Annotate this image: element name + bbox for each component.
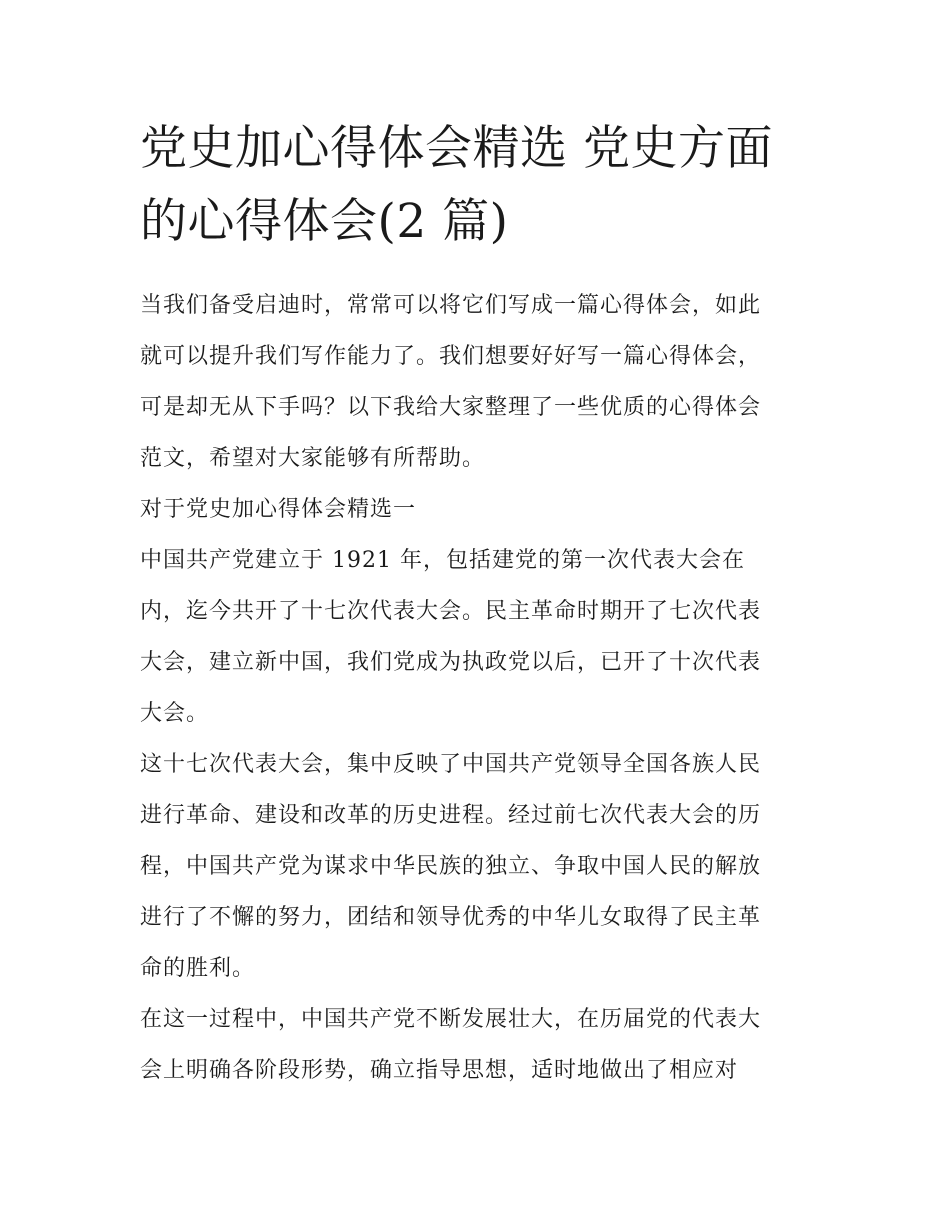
text-line: 进行了不懈的努力，团结和领导优秀的中华儿女取得了民主革	[140, 905, 762, 930]
text-line: 对于党史加心得体会精选一	[140, 497, 417, 522]
body-paragraph	[140, 994, 820, 1096]
title-line: 党史加心得体会精选 党史方面	[140, 121, 773, 176]
body-paragraph	[140, 535, 820, 739]
document-body	[140, 280, 820, 1096]
text-line: 程，中国共产党为谋求中华民族的独立、争取中国人民的解放	[140, 854, 762, 879]
section-heading	[140, 484, 820, 535]
text-line: 会上明确各阶段形势，确立指导思想，适时地做出了相应对	[140, 1058, 739, 1083]
text-line: 可是却无从下手吗？以下我给大家整理了一些优质的心得体会	[140, 395, 762, 420]
text-line: 命的胜利。	[140, 956, 256, 981]
text-line: 这十七次代表大会，集中反映了中国共产党领导全国各族人民	[140, 752, 762, 777]
intro-paragraph	[140, 280, 820, 484]
document-title	[140, 112, 820, 258]
text-line: 内，迄今共开了十七次代表大会。民主革命时期开了七次代表	[140, 599, 762, 624]
text-line: 就可以提升我们写作能力了。我们想要好好写一篇心得体会，	[140, 344, 762, 369]
text-line: 在这一过程中，中国共产党不断发展壮大，在历届党的代表大	[140, 1007, 762, 1032]
text-line: 大会。	[140, 701, 210, 726]
title-line: 的心得体会(2 篇)	[140, 194, 509, 249]
text-line: 中国共产党建立于 1921 年，包括建党的第一次代表大会在	[140, 548, 745, 573]
text-line: 范文，希望对大家能够有所帮助。	[140, 446, 486, 471]
text-line: 进行革命、建设和改革的历史进程。经过前七次代表大会的历	[140, 803, 762, 828]
body-paragraph	[140, 739, 820, 994]
text-line: 大会，建立新中国，我们党成为执政党以后，已开了十次代表	[140, 650, 762, 675]
text-line: 当我们备受启迪时，常常可以将它们写成一篇心得体会，如此	[140, 293, 762, 318]
